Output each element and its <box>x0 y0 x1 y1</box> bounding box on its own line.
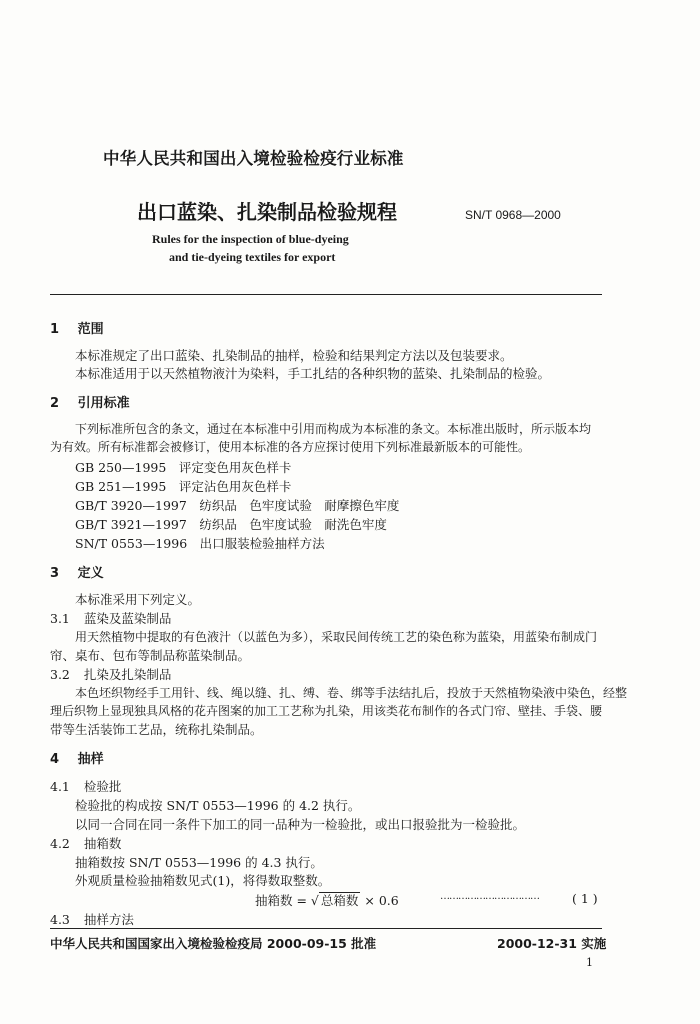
subsection-number: 4.3 <box>50 912 70 927</box>
reference-item: SN/T 0553—1996 出口服装检验抽样方法 <box>75 536 325 551</box>
paragraph-continuation: 为有效。所有标准都会被修订，使用本标准的各方应探讨使用下列标准最新版本的可能性。 <box>50 440 531 454</box>
formula-tag: ( 1 ) <box>572 891 598 906</box>
formula-leader-dots: …………………………… <box>440 891 539 902</box>
paragraph-continuation: 带等生活装饰工艺品，统称扎染制品。 <box>50 722 263 737</box>
paragraph: 本标准采用下列定义。 <box>75 592 201 607</box>
subsection-4-1-heading <box>50 777 121 795</box>
subsection-title: 检验批 <box>83 779 122 794</box>
section-2-heading <box>50 392 130 411</box>
doc-title: 出口蓝染、扎染制品检验规程 <box>137 200 397 224</box>
section-title: 抽样 <box>77 752 104 767</box>
subsection-title: 抽箱数 <box>83 836 122 851</box>
reference-item: GB 250—1995 评定变色用灰色样卡 <box>75 460 292 475</box>
section-1-heading <box>50 318 104 337</box>
section-number: 1 <box>50 322 60 337</box>
reference-item: GB/T 3920—1997 纺织品 色牢度试验 耐摩擦色牢度 <box>75 498 400 513</box>
footer-divider <box>50 928 602 929</box>
issue-statement: 中华人民共和国国家出入境检验检疫局 2000-09-15 批准 <box>50 936 377 951</box>
section-title: 引用标准 <box>77 396 130 411</box>
paragraph: 以同一合同在同一条件下加工的同一品种为一检验批，或出口报验批为一检验批。 <box>75 817 526 832</box>
reference-item: GB/T 3921—1997 纺织品 色牢度试验 耐洗色牢度 <box>75 517 387 532</box>
formula-rhs: × 0.6 <box>360 893 399 908</box>
formula-lhs: 抽箱数 = <box>255 893 311 908</box>
section-number: 2 <box>50 396 60 411</box>
subsection-title: 抽样方法 <box>83 912 134 927</box>
page-number: 1 <box>586 956 593 969</box>
section-3-heading <box>50 562 104 581</box>
subsection-number: 3.1 <box>50 611 70 626</box>
subsection-4-2-heading <box>50 834 121 852</box>
paragraph: 用天然植物中提取的有色液汁（以蓝色为多），采取民间传统工艺的染色称为蓝染，用蓝染布制成门 <box>75 630 598 644</box>
subsection-3-2-heading <box>50 665 171 683</box>
effective-date: 2000-12-31 实施 <box>497 936 607 951</box>
subsection-number: 4.2 <box>50 836 70 851</box>
standard-number: SN/T 0968—2000 <box>465 208 561 222</box>
paragraph: 本标准规定了出口蓝染、扎染制品的抽样，检验和结果判定方法以及包装要求。 <box>75 348 513 363</box>
english-title-line-2: and tie-dyeing textiles for export <box>169 250 336 264</box>
section-number: 3 <box>50 566 60 581</box>
subsection-number: 3.2 <box>50 667 70 682</box>
header-divider <box>50 294 602 295</box>
subsection-number: 4.1 <box>50 779 70 794</box>
paragraph-continuation: 帘、桌布、包布等制品称蓝染制品。 <box>50 648 251 663</box>
paragraph: 检验批的构成按 SN/T 0553—1996 的 4.2 执行。 <box>75 798 361 813</box>
formula <box>255 891 399 909</box>
paragraph-continuation: 理后织物上显现独具风格的花卉图案的加工工艺称为扎染，用该类花布制作的各式门帘、壁挂、手袋、腰 <box>50 704 603 718</box>
paragraph: 本标准适用于以天然植物液汁为染料，手工扎结的各种织物的蓝染、扎染制品的检验。 <box>75 366 551 381</box>
paragraph: 下列标准所包含的条文，通过在本标准中引用而构成为本标准的条文。本标准出版时，所示版本均 <box>75 422 592 436</box>
subsection-title: 蓝染及蓝染制品 <box>83 611 172 626</box>
paragraph: 外观质量检验抽箱数见式(1)，将得数取整数。 <box>75 873 331 888</box>
section-number: 4 <box>50 752 60 767</box>
paragraph: 本色坯织物经手工用针、线、绳以缝、扎、缚、卷、绑等手法结扎后，投放于天然植物染液中染色，经整 <box>75 686 628 700</box>
section-title: 范围 <box>77 322 104 337</box>
sqrt-icon: √ <box>310 893 319 908</box>
reference-item: GB 251—1995 评定沾色用灰色样卡 <box>75 479 292 494</box>
subsection-4-3-heading <box>50 910 134 928</box>
formula-radicand: 总箱数 <box>320 893 359 908</box>
section-title: 定义 <box>77 566 104 581</box>
subsection-title: 扎染及扎染制品 <box>83 667 172 682</box>
section-4-heading <box>50 748 104 767</box>
english-title-line-1: Rules for the inspection of blue-dyeing <box>152 232 349 246</box>
org-title: 中华人民共和国出入境检验检疫行业标准 <box>103 149 404 168</box>
subsection-3-1-heading <box>50 609 171 627</box>
paragraph: 抽箱数按 SN/T 0553—1996 的 4.3 执行。 <box>75 855 323 870</box>
